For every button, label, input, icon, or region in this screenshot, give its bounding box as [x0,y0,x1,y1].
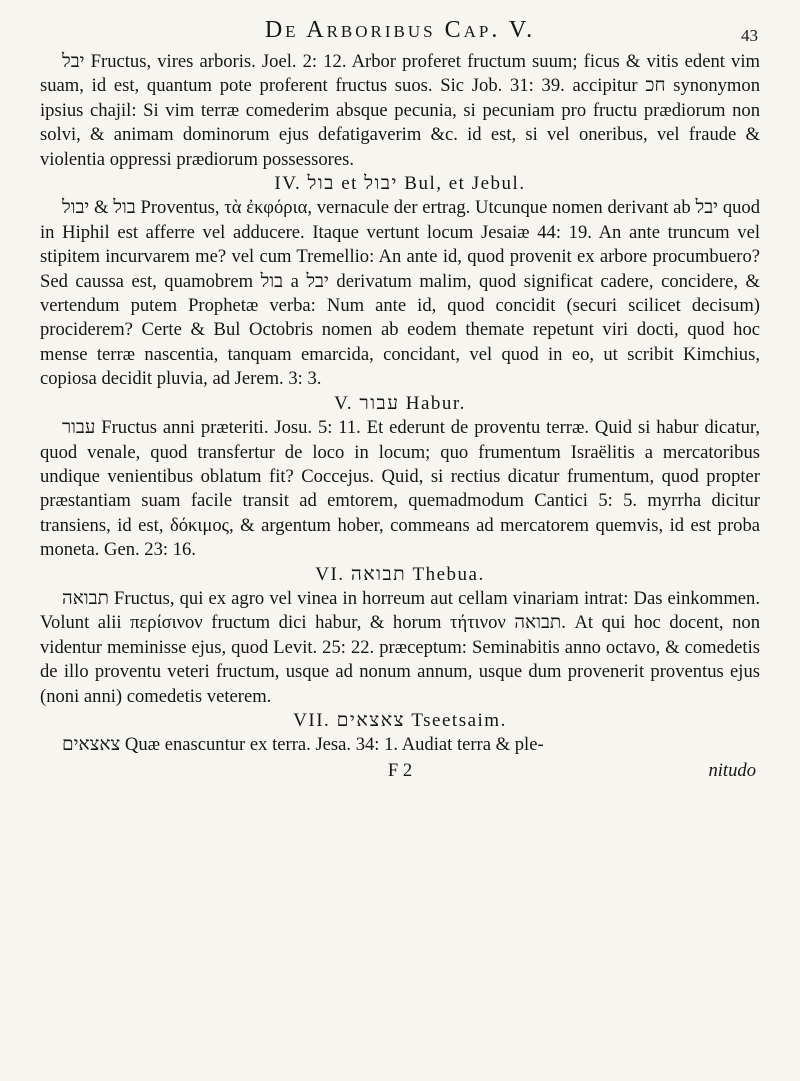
signature-mark: F 2 [387,759,413,781]
page-body [40,50,760,758]
page-header [40,10,760,50]
paragraph: בול & יבול Proventus, τὰ ἐκφόρια, vernacule der ertrag. Utcunque nomen derivant ab יבל quod in Hiphil est afferre vel adducere. Itaque vertunt locum Jesaiæ 44: 19. An ante truncum vel stipitem incurvarem me? vel cum Tremellio: An ante id, quod provenit ex arbore procumbuero? Sed caussa est, quamobrem בול a יבל derivatum malim, quod significat cadere, concidere, & vertendum putem Prophetæ verba: Num ante id, quod concidit (securi scilicet decisum) prociderem? Certe & Bul Octobris nomen ab eodem themate repetunt viri docti, quod hoc mense terræ nascentia, tanquam emarcida, concidant, vel quod in eo, ut scribit Kimchius, copiosa decidit pluvia, ad Jerem. 3: 3. [40,197,761,390]
page-footer [40,760,760,786]
paragraph: תבואה Fructus, qui ex agro vel vinea in horreum aut cellam vinariam intrat: Das einkommen. Volunt alii περίσινον fructum dici habur, & horum τήτινον תבואה. At qui hoc docent, non videntur meminisse ejus, quod Levit. 25: 22. præceptum: Seminabitis anno octavo, & comedetis de illo proventu veteri fructum, usque ad nonum annum, usque dum provenerit proventus ejus (noni anni) comedetis veterem. [40,587,760,707]
section-heading: IV. בול et יבול Bul, et Jebul. [274,173,526,195]
paragraph: עבור Fructus anni præteriti. Josu. 5: 11. Et ederunt de proventu terræ. Quid si habur dicatur, quod venale, quod transfertur de loco in locum; quo frumentum Israëlitis a mercatoribus undique venientibus oblatum fit? Coccejus. Quid, si rectius dicatur frumentum, quod propter præstantiam suam facile transit ad emtorem, quemadmodum Cantici 5: 5. myrrha dicitur transiens, id est, δόκιμος, & argentum hober, commeans ad mercatorem quemvis, id est proba moneta. Gen. 23: 16. [40,417,760,561]
page-number: 43 [741,26,758,45]
running-head: De Arboribus Cap. V. [264,17,536,43]
paragraph: צאצאים Quæ enascuntur ex terra. Jesa. 34: 1. Audiat terra & ple- [62,734,544,756]
catchword: nitudo [708,759,756,781]
section-heading: V. עבור Habur. [334,392,466,414]
paragraph: יבל Fructus, vires arboris. Joel. 2: 12. Arbor proferet fructum suum; ficus & vitis edent vim suam, id est, quantum pote proferent fructus suos. Sic Job. 31: 39. accipitur חכ synonymon ipsius chajil: Si vim terræ comederim absque pecunia, si pecuniam pro fructu prædiorum non solvi, & animam dominorum ejus defatigaverim &c. id est, si vel oneribus, vel fraude & violentia oppressi prædiorum possessores. [40,51,760,170]
section-heading: VI. תבואה Thebua. [315,563,485,585]
section-heading: VII. צאצאים Tseetsaim. [293,709,507,731]
